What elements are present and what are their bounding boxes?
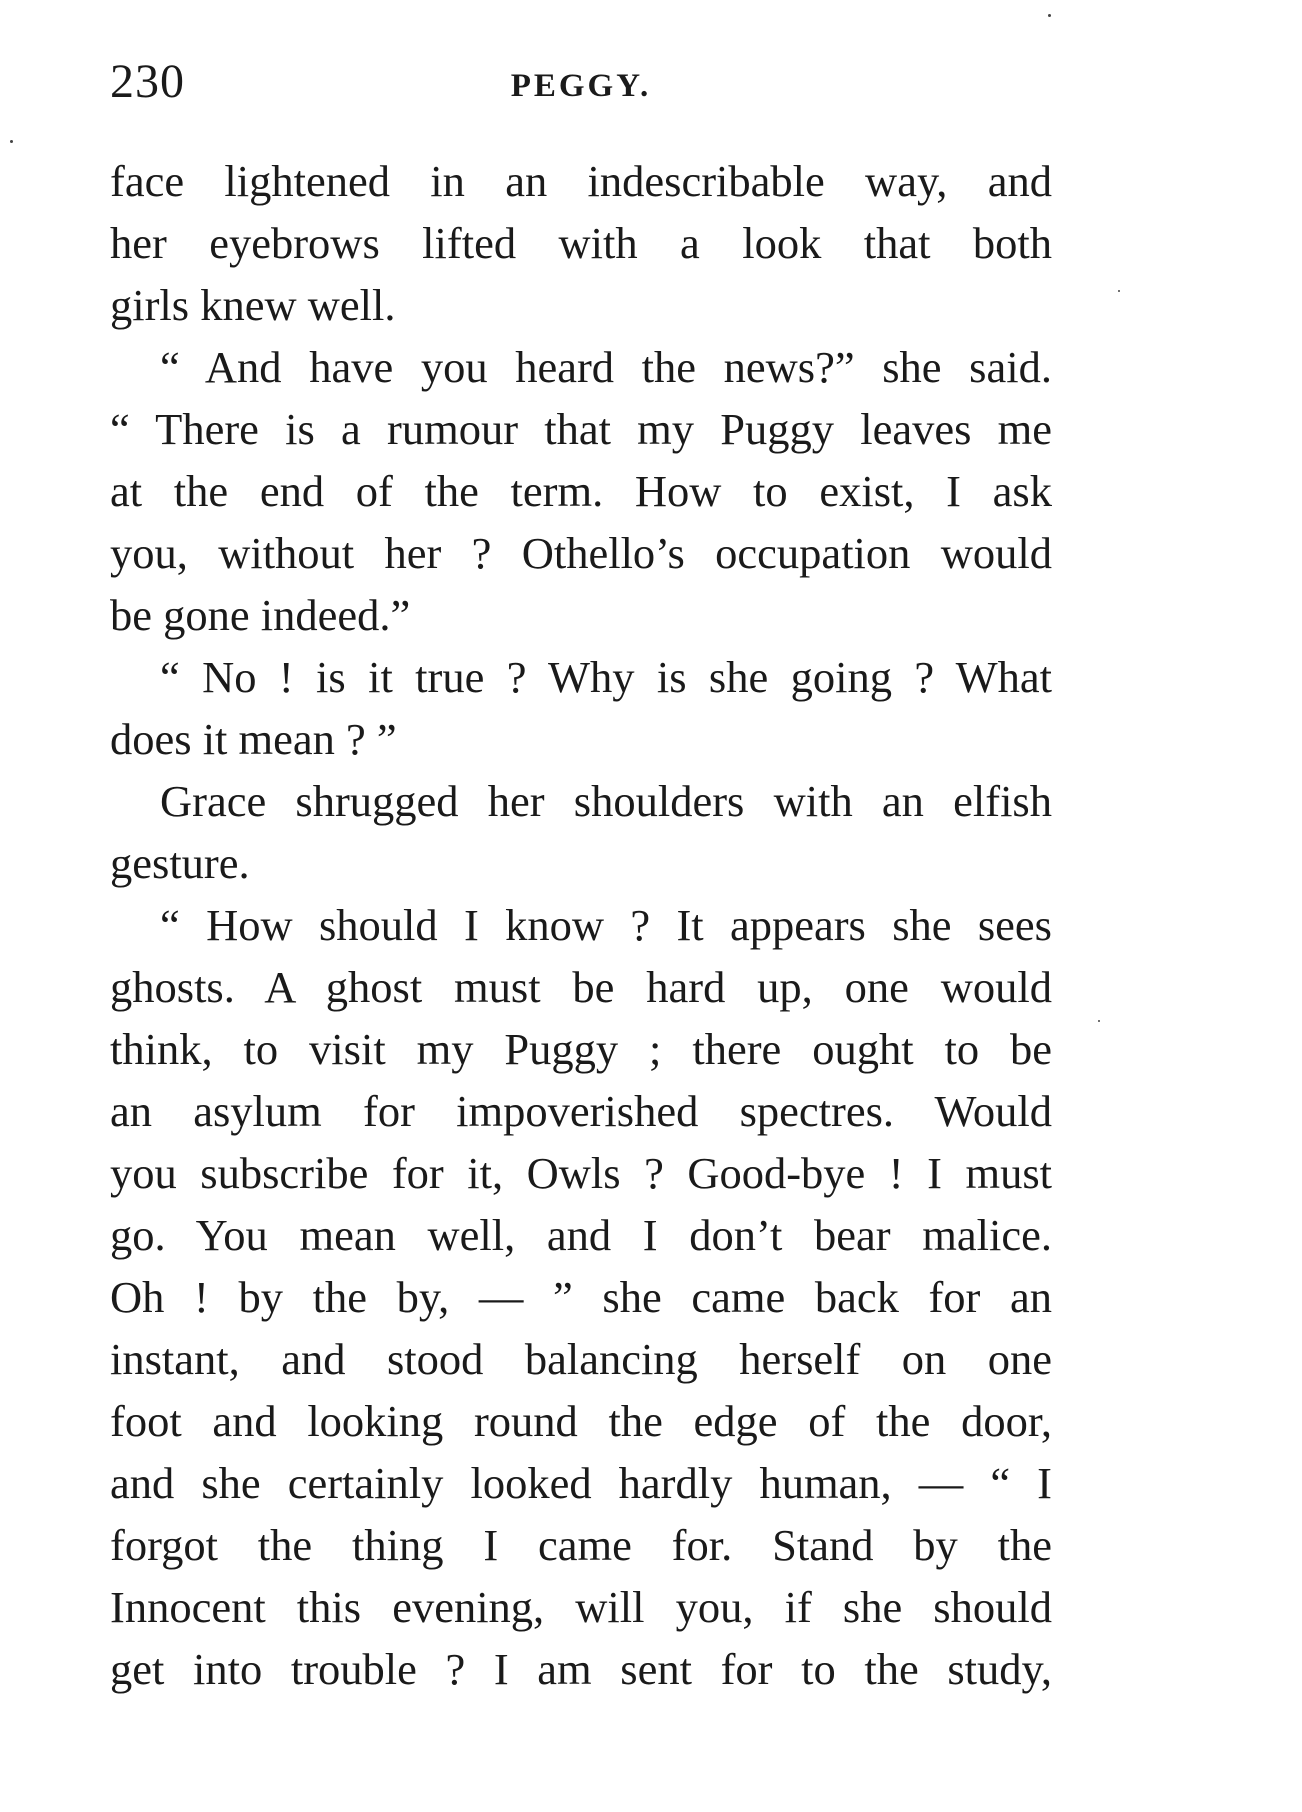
text-line: Innocent this evening, will you, if she should <box>110 1582 1052 1632</box>
text-line: her eyebrows lifted with a look that both <box>110 218 1052 268</box>
print-speck <box>1048 14 1051 17</box>
text-line: Grace shrugged her shoulders with an elfish <box>160 776 1052 826</box>
text-line: you, without her ? Othello’s occupation would <box>110 528 1052 578</box>
running-title: PEGGY. <box>510 68 652 104</box>
text-line: instant, and stood balancing herself on one <box>110 1334 1052 1384</box>
text-line: “ No ! is it true ? Why is she going ? What <box>160 652 1052 702</box>
text-line: get into trouble ? I am sent for to the study, <box>110 1644 1052 1694</box>
print-speck <box>1118 290 1120 292</box>
text-line: gesture. <box>110 838 250 888</box>
text-line: foot and looking round the edge of the door, <box>110 1396 1052 1446</box>
text-line: does it mean ? ” <box>110 714 397 764</box>
text-line: “ How should I know ? It appears she sees <box>160 900 1052 950</box>
page-number: 230 <box>110 55 185 108</box>
running-head <box>110 52 1052 112</box>
text-line: girls knew well. <box>110 280 396 330</box>
text-line: ghosts. A ghost must be hard up, one would <box>110 962 1052 1012</box>
text-line: and she certainly looked hardly human, — “ I <box>110 1458 1052 1508</box>
text-line: at the end of the term. How to exist, I ask <box>110 466 1052 516</box>
text-line: “ And have you heard the news?” she said. <box>160 342 1052 392</box>
text-line: go. You mean well, and I don’t bear malice. <box>110 1210 1052 1260</box>
text-line: you subscribe for it, Owls ? Good-bye ! I must <box>110 1148 1052 1198</box>
print-speck <box>10 140 13 143</box>
text-line: think, to visit my Puggy ; there ought to be <box>110 1024 1052 1074</box>
body-text <box>110 150 1052 1700</box>
text-line: face lightened in an indescribable way, and <box>110 156 1052 206</box>
text-line: forgot the thing I came for. Stand by the <box>110 1520 1052 1570</box>
text-line: an asylum for impoverished spectres. Would <box>110 1086 1052 1136</box>
print-speck <box>1098 1020 1100 1022</box>
text-line: Oh ! by the by, — ” she came back for an <box>110 1272 1052 1322</box>
text-line: “ There is a rumour that my Puggy leaves me <box>110 404 1052 454</box>
text-line: be gone indeed.” <box>110 590 411 640</box>
